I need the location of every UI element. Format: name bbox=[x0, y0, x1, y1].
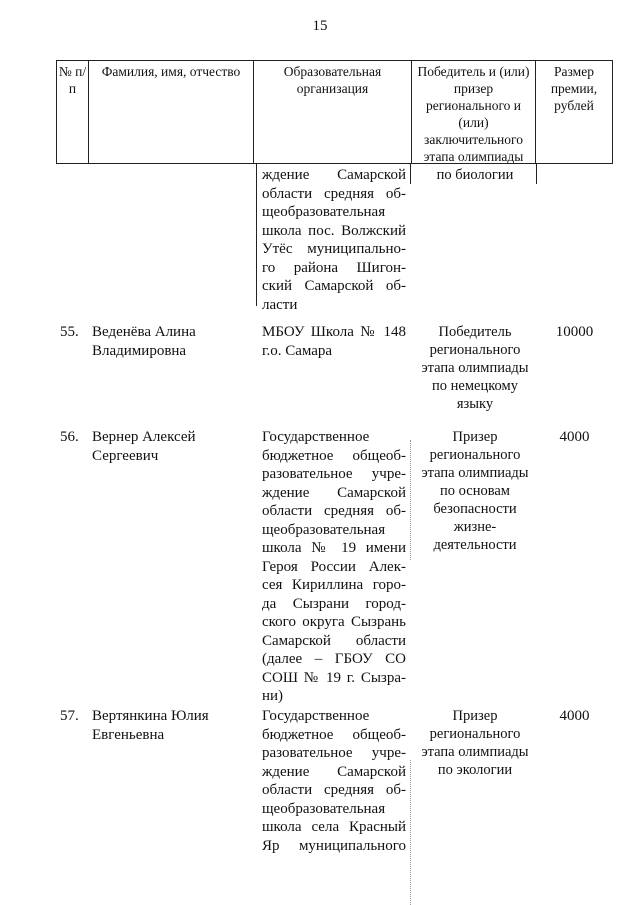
row-56-winner: Призер регионального этапа олимпиады по основам безопасности жизне-деятельности bbox=[421, 429, 529, 553]
row-57-org: Государственное бюджетное общеоб- разовательное учре- ждение Самарской области средняя об- щеобразовательная школа села Красный Яр муниципального bbox=[262, 708, 406, 854]
continuation-winner: по биологии bbox=[436, 167, 514, 183]
row-55-org: МБОУ Школа № 148 г.о. Самара bbox=[262, 324, 406, 359]
continuation-org: ждение Самарской области средняя об- щеобразовательная школа пос. Волжский Утёс муниципально- го района Шигон- ский Самарской об- ласти bbox=[262, 167, 406, 313]
header-name: Фамилия, имя, отчество bbox=[89, 61, 254, 163]
header-org: Образовательная организация bbox=[254, 61, 412, 163]
header-prize: Размер премии, рублей bbox=[550, 64, 598, 113]
column-divider bbox=[410, 164, 411, 184]
row-57-num: 57. bbox=[60, 708, 79, 724]
page-number: 15 bbox=[312, 18, 328, 34]
row-55-prize: 10000 bbox=[555, 324, 594, 340]
row-55-name: Веденёва Алина Владимировна bbox=[92, 324, 196, 359]
row-56-name: Вернер Алексей Сергеевич bbox=[92, 429, 196, 464]
header-num: № п/п bbox=[57, 61, 89, 163]
row-55-num: 55. bbox=[60, 324, 79, 340]
row-57-name: Вертянкина Юлия Евгеньевна bbox=[92, 708, 209, 743]
row-56-num: 56. bbox=[60, 429, 79, 445]
column-divider bbox=[256, 164, 257, 306]
row-56-prize: 4000 bbox=[559, 429, 590, 445]
header-winner: Победитель и (или) призер регионального и (или) заключительного этапа олимпиады bbox=[412, 61, 536, 163]
table-header bbox=[56, 60, 613, 164]
row-55-winner: Победитель регионального этапа олимпиады по немецкому языку bbox=[421, 324, 529, 412]
row-57-prize: 4000 bbox=[559, 708, 590, 724]
column-divider bbox=[536, 164, 537, 184]
row-56-org: Государственное бюджетное общеоб- разовательное учре- ждение Самарской области средняя об- щеобразовательная школа № 19 имени Героя России Алек- сея Кириллина горо- да Сызрани город- ского округа Сызрань Самарской области (далее – ГБОУ СО СОШ № 19 г. Сызра- ни) bbox=[262, 429, 406, 704]
column-divider bbox=[410, 760, 411, 905]
column-divider bbox=[410, 440, 411, 560]
row-57-winner: Призер регионального этапа олимпиады по экологии bbox=[421, 708, 529, 778]
